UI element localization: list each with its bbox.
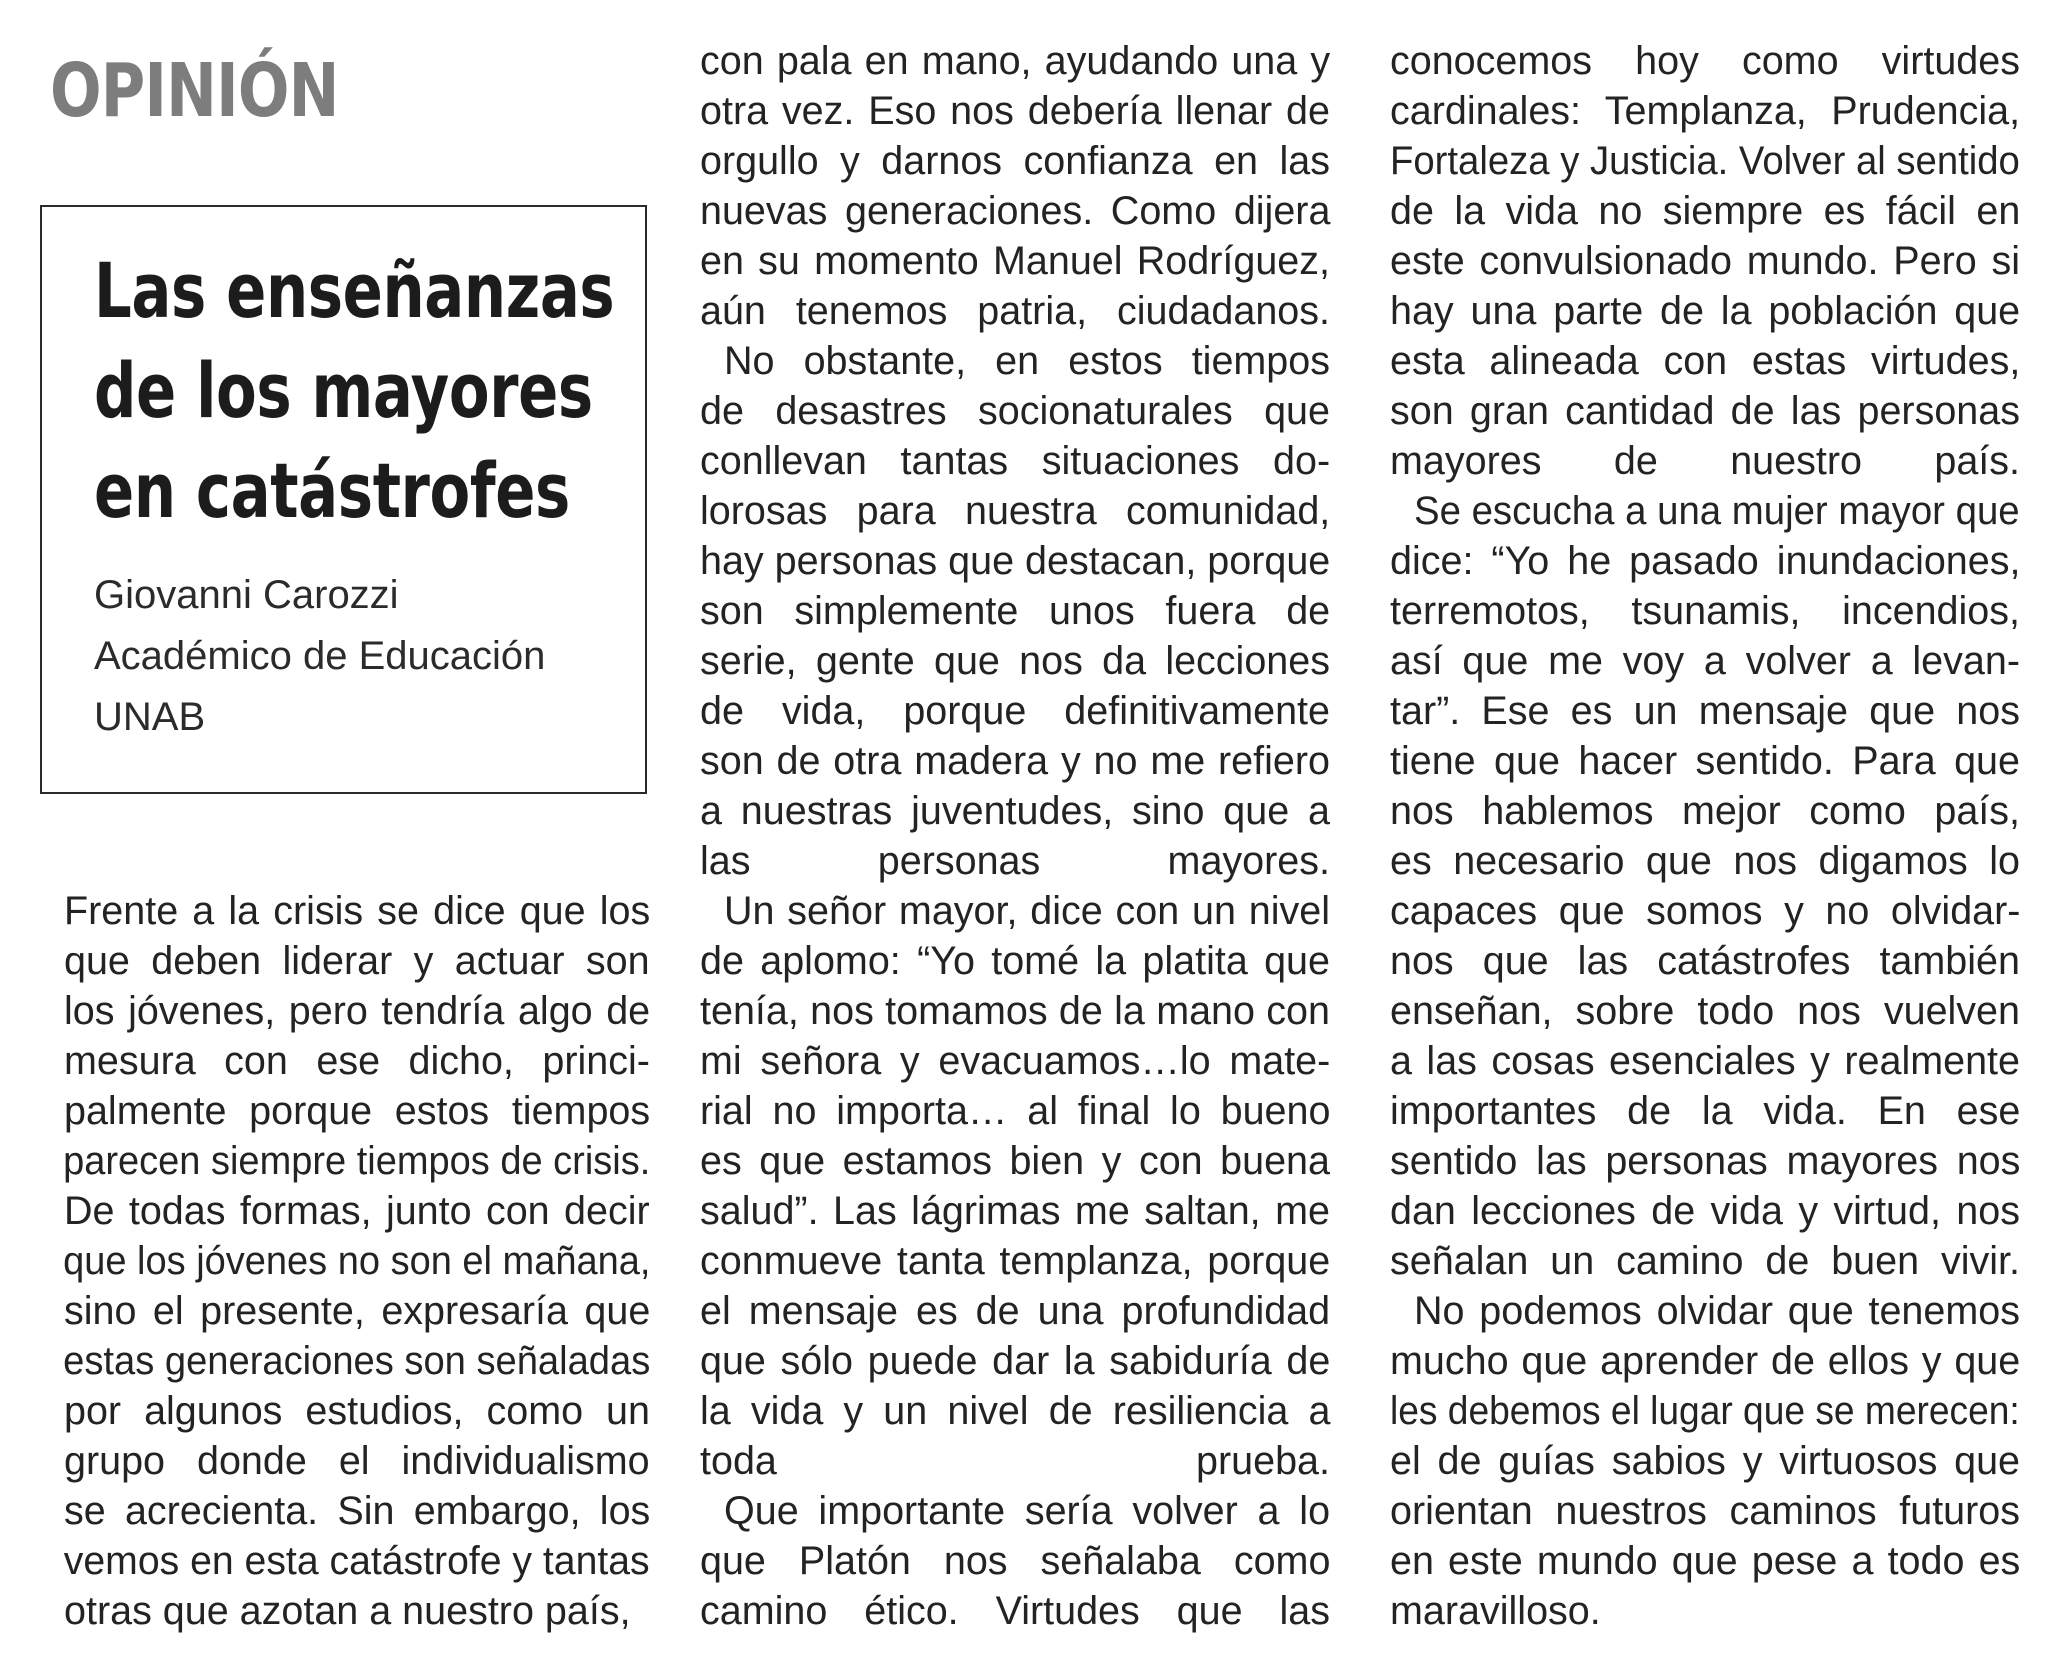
text-line: conocemos hoy como virtudes: [1390, 39, 2020, 83]
text-line: es necesario que nos digamos lo: [1390, 839, 2020, 883]
text-line: mi señora y evacuamos…lo mate-: [700, 1039, 1331, 1083]
text-line: Que importante sería volver a lo: [724, 1489, 1331, 1533]
text-line: importantes de la vida. En ese: [1390, 1089, 2021, 1133]
text-line: Fortaleza y Justicia. Volver al sentido: [1390, 139, 2020, 183]
text-line: toda prueba.: [700, 1439, 1330, 1483]
text-line: conllevan tantas situaciones do-: [700, 439, 1331, 483]
text-line: que Platón nos señalaba como: [700, 1539, 1331, 1583]
text-line: así que me voy a volver a levan-: [1390, 639, 2020, 683]
text-line: hay una parte de la población que: [1390, 289, 2021, 333]
author-institution: UNAB: [94, 695, 206, 739]
headline-line: de los mayores: [94, 346, 593, 435]
article-column-2: [700, 36, 1330, 1636]
text-line: la vida y un nivel de resiliencia a: [700, 1389, 1331, 1433]
text-line: salud”. Las lágrimas me saltan, me: [700, 1189, 1330, 1233]
article-column-1: [40, 886, 650, 1636]
text-line: cardinales: Templanza, Prudencia,: [1390, 89, 2021, 133]
text-line: nuevas generaciones. Como dijera: [700, 189, 1331, 233]
text-line: de aplomo: “Yo tomé la platita que: [700, 939, 1330, 983]
headline-line: en catástrofes: [94, 446, 570, 535]
text-line: tenía, nos tomamos de la mano con: [700, 989, 1330, 1033]
text-line: con pala en mano, ayudando una y: [700, 39, 1331, 83]
author-role: Académico de Educación: [94, 634, 546, 678]
headline-box: [40, 205, 647, 794]
text-line: que los jóvenes no son el mañana,: [63, 1239, 651, 1283]
text-line: por algunos estudios, como un: [64, 1389, 650, 1433]
text-line: las personas mayores.: [700, 839, 1330, 883]
text-line: tar”. Ese es un mensaje que nos: [1390, 689, 2020, 733]
paragraph: [40, 886, 650, 1636]
text-line: se acrecienta. Sin embargo, los: [64, 1489, 651, 1533]
text-line: sino el presente, expresaría que: [64, 1289, 651, 1333]
section-label: OPINIÓN: [50, 48, 339, 134]
text-line: Frente a la crisis se dice que los: [64, 889, 651, 933]
headline: [94, 241, 615, 541]
text-line: orgullo y darnos confianza en las: [700, 139, 1330, 183]
text-line: el de guías sabios y virtuosos que: [1390, 1439, 2021, 1483]
text-line: señalan un camino de buen vivir.: [1390, 1239, 2020, 1283]
text-line: son de otra madera y no me refiero: [700, 739, 1330, 783]
text-line: dan lecciones de vida y virtud, nos: [1390, 1189, 2020, 1233]
byline: [94, 565, 545, 748]
text-line: son gran cantidad de las personas: [1390, 389, 2020, 433]
text-line: en su momento Manuel Rodríguez,: [700, 239, 1330, 283]
text-line: orientan nuestros caminos futuros: [1390, 1489, 2021, 1533]
text-line: Un señor mayor, dice con un nivel: [724, 889, 1330, 933]
text-line: otras que azotan a nuestro país,: [64, 1589, 631, 1633]
headline-line: Las enseñanzas: [94, 246, 615, 335]
text-line: de desastres socionaturales que: [700, 389, 1330, 433]
text-line: grupo donde el individualismo: [64, 1439, 650, 1483]
text-line: esta alineada con estas virtudes,: [1390, 339, 2021, 383]
paragraph: [700, 36, 1330, 336]
text-line: tiene que hacer sentido. Para que: [1390, 739, 2020, 783]
text-line: terremotos, tsunamis, incendios,: [1390, 589, 2020, 633]
text-line: lorosas para nuestra comunidad,: [700, 489, 1331, 533]
paragraph: [1390, 1286, 2020, 1636]
text-line: enseñan, sobre todo nos vuelven: [1390, 989, 2020, 1033]
text-line: nos hablemos mejor como país,: [1390, 789, 2020, 833]
text-line: palmente porque estos tiempos: [64, 1089, 651, 1133]
text-line: No podemos olvidar que tenemos: [1414, 1289, 2020, 1333]
text-line: De todas formas, junto con decir: [64, 1189, 650, 1233]
text-line: camino ético. Virtudes que las: [700, 1589, 1330, 1633]
text-line: es que estamos bien y con buena: [700, 1139, 1330, 1183]
paragraph: [700, 886, 1330, 1486]
text-line: maravilloso.: [1390, 1589, 1601, 1633]
text-line: este convulsionado mundo. Pero si: [1390, 239, 2020, 283]
text-line: rial no importa… al final lo bueno: [700, 1089, 1331, 1133]
paragraph: [700, 336, 1330, 886]
article-column-3: [1390, 36, 2020, 1636]
text-line: vemos en esta catástrofe y tantas: [63, 1539, 650, 1583]
text-line: a nuestras juventudes, sino que a: [700, 789, 1330, 833]
text-line: los jóvenes, pero tendría algo de: [64, 989, 651, 1033]
text-line: de la vida no siempre es fácil en: [1390, 189, 2021, 233]
text-line: que deben liderar y actuar son: [64, 939, 650, 983]
text-line: otra vez. Eso nos debería llenar de: [700, 89, 1330, 133]
text-line: hay personas que destacan, porque: [700, 539, 1331, 583]
text-line: de vida, porque definitivamente: [700, 689, 1330, 733]
text-line: mucho que aprender de ellos y que: [1390, 1339, 2021, 1383]
text-line: parecen siempre tiempos de crisis.: [63, 1139, 651, 1183]
text-line: sentido las personas mayores nos: [1390, 1139, 2021, 1183]
text-line: a las cosas esenciales y realmente: [1390, 1039, 2020, 1083]
text-line: que sólo puede dar la sabiduría de: [700, 1339, 1331, 1383]
paragraph: [1390, 486, 2020, 1286]
text-line: conmueve tanta templanza, porque: [700, 1239, 1331, 1283]
text-line: les debemos el lugar que se merecen:: [1390, 1389, 2020, 1433]
text-line: en este mundo que pese a todo es: [1390, 1539, 2021, 1583]
text-line: estas generaciones son señaladas: [63, 1339, 651, 1383]
text-line: serie, gente que nos da lecciones: [700, 639, 1330, 683]
paragraph: [700, 1486, 1330, 1636]
text-line: capaces que somos y no olvidar-: [1390, 889, 2021, 933]
text-line: Se escucha a una mujer mayor que: [1414, 489, 2020, 533]
text-line: mesura con ese dicho, princi-: [64, 1039, 650, 1083]
author-name: Giovanni Carozzi: [94, 573, 399, 617]
text-line: aún tenemos patria, ciudadanos.: [700, 289, 1330, 333]
text-line: No obstante, en estos tiempos: [724, 339, 1330, 383]
text-line: dice: “Yo he pasado inundaciones,: [1390, 539, 2021, 583]
text-line: nos que las catástrofes también: [1390, 939, 2020, 983]
text-line: mayores de nuestro país.: [1390, 439, 2020, 483]
text-line: el mensaje es de una profundidad: [700, 1289, 1331, 1333]
paragraph: [1390, 36, 2020, 486]
text-line: son simplemente unos fuera de: [700, 589, 1331, 633]
